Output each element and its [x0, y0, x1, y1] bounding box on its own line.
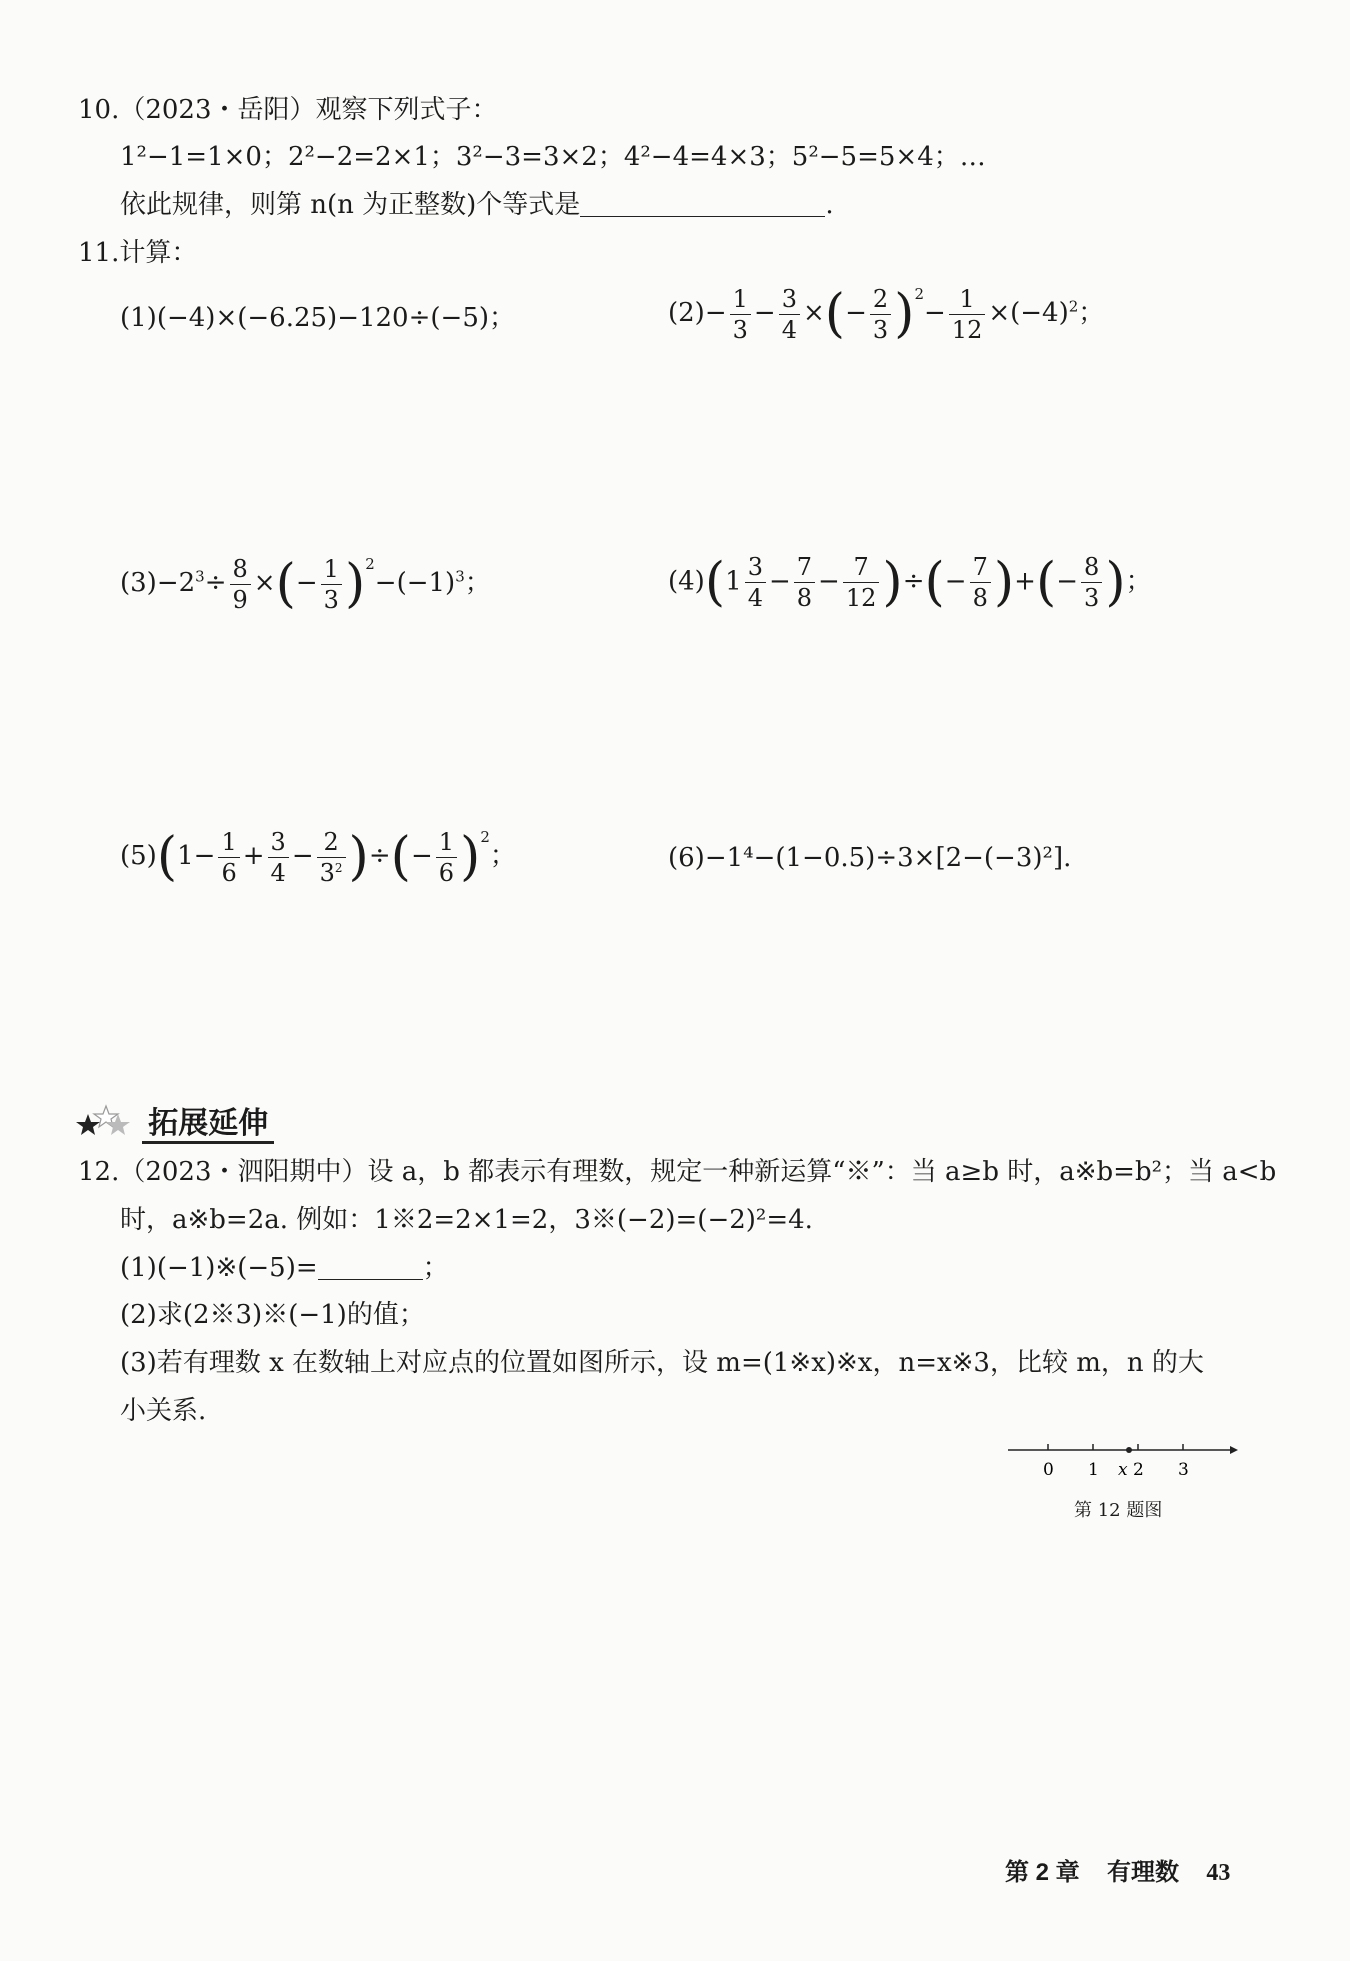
q10-sequence: 1²−1=1×0；2²−2=2×1；3²−3=3×2；4²−4=4×3；5²−5=5×4；…: [120, 142, 986, 172]
q11-part1: (1)(−4)×(−6.25)−120÷(−5)；: [120, 303, 516, 333]
q10-question-text: 依此规律，则第 n(n 为正整数)个等式是: [120, 190, 581, 220]
q12-part2: (2)求(2※3)※(−1)的值；: [120, 1300, 425, 1330]
q10-answer-blank[interactable]: [580, 188, 825, 217]
tick-label-2: 2: [1133, 1460, 1144, 1480]
footer-chapter: 第 2 章: [1005, 1859, 1080, 1886]
q11-part5: (5)(1− $\frac{1}{6}$ + $\frac{3}{4}$ − $\frac{2}{3^2}$ )÷(− $\frac{1}{6}$ )$^2$；: [120, 827, 516, 887]
q12-part3-line1: (3)若有理数 x 在数轴上对应点的位置如图所示，设 m=(1※x)※x，n=x※3，比较 m，n 的大: [120, 1348, 1204, 1378]
section-title: 拓展延伸: [142, 1106, 274, 1144]
tick-label-0: 0: [1043, 1460, 1054, 1480]
q11-part4: (4)(1 $\frac{3}{4}$ − $\frac{7}{8}$ − $\frac{7}{12}$ )÷(− $\frac{7}{8}$ )+(− $\frac{8}{3}$ )；: [668, 552, 1152, 613]
q12-line2: 时，a※b=2a. 例如：1※2=2×1=2，3※(−2)=(−2)²=4.: [120, 1205, 813, 1235]
tick-label-x: x: [1118, 1460, 1128, 1480]
x-point: [1126, 1447, 1132, 1453]
q12-answer-blank[interactable]: [318, 1251, 423, 1280]
q10-head: 10.（2023・岳阳）观察下列式子：: [78, 95, 498, 125]
q11-part6: (6)−1⁴−(1−0.5)÷3×[2−(−3)²].: [668, 843, 1072, 873]
q10-question-end: .: [825, 190, 834, 220]
q11-head: 11.计算：: [78, 238, 198, 268]
q12-part3-line2: 小关系.: [120, 1396, 207, 1426]
q11-part2: (2)− $\frac{1}{3}$ − $\frac{3}{4}$ ×(− $\frac{2}{3}$ )$^2$− $\frac{1}{12}$ $\times(-4)^2$；: [668, 284, 1105, 344]
number-line-figure: [1000, 1435, 1240, 1495]
stars-icon: [74, 1100, 134, 1140]
q10-question: [120, 185, 834, 225]
q11-part3: $(3)-2^3\div$ $\frac{8}{9}$ ×(− $\frac{1}{3}$ )$^2-(-1)^3$；: [120, 554, 491, 614]
q12-part1-end: ；: [422, 1253, 449, 1283]
tick-label-1: 1: [1088, 1460, 1099, 1480]
section-header: [74, 1098, 274, 1142]
page-number: 43: [1206, 1860, 1231, 1886]
figure-caption: 第 12 题图: [1074, 1500, 1163, 1521]
axis-arrow: [1230, 1446, 1238, 1454]
q12-part1-text: (1)(−1)※(−5)=: [120, 1253, 318, 1283]
q12-part1: [120, 1248, 449, 1288]
tick-label-3: 3: [1178, 1460, 1189, 1480]
q12-line1: 12.（2023・泗阳期中）设 a，b 都表示有理数，规定一种新运算“※”：当 a≥b 时，a※b=b²；当 a<b: [78, 1157, 1277, 1187]
footer-title: 有理数: [1107, 1859, 1180, 1886]
footer: [1005, 1852, 1230, 1887]
